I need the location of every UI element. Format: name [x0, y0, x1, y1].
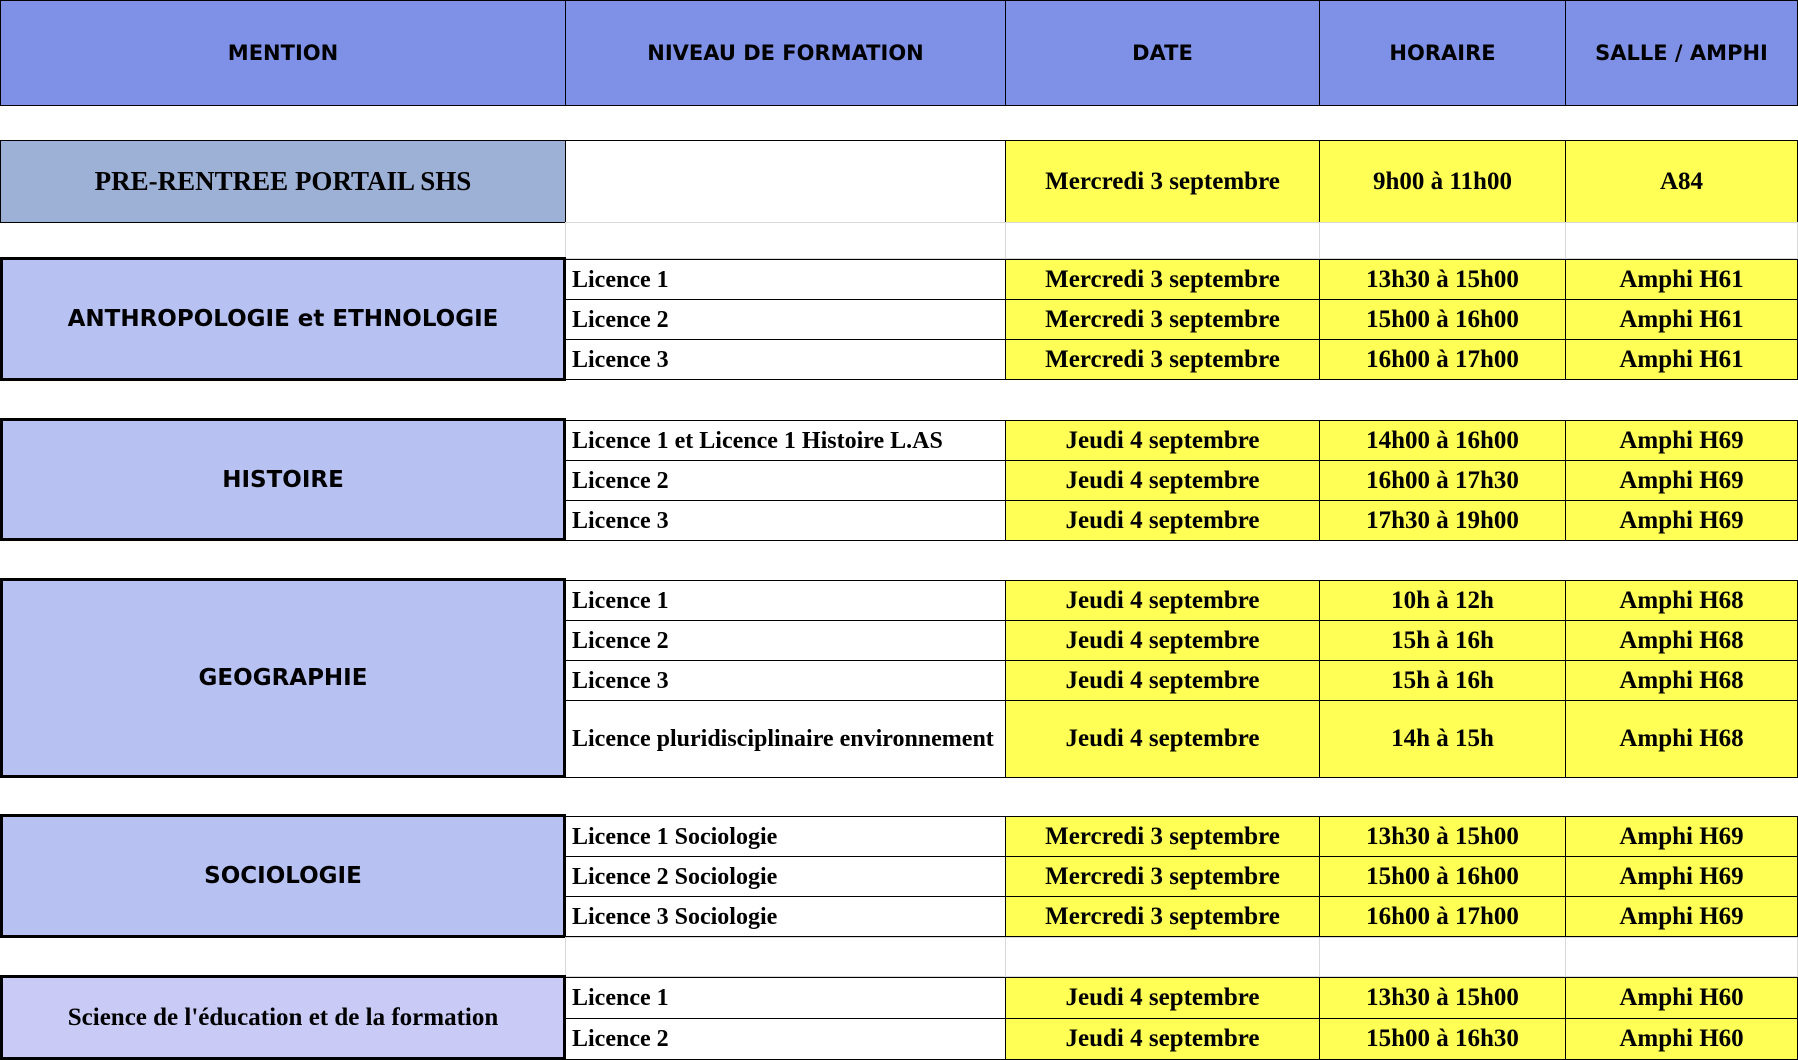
horaire-cell: 16h00 à 17h00	[1319, 339, 1566, 380]
niveau-cell: Licence 2	[565, 1018, 1006, 1060]
horaire-cell: 13h30 à 15h00	[1319, 816, 1566, 857]
gap-row	[1565, 222, 1798, 259]
gap-row	[1319, 222, 1566, 259]
gap-row	[565, 937, 1006, 977]
niveau-cell: Licence 1	[565, 259, 1006, 300]
salle-cell: Amphi H69	[1565, 500, 1798, 541]
niveau-cell: Licence 3	[565, 339, 1006, 380]
salle-portail: A84	[1565, 140, 1798, 223]
salle-cell: Amphi H69	[1565, 420, 1798, 461]
salle-cell: Amphi H69	[1565, 896, 1798, 937]
horaire-cell: 14h00 à 16h00	[1319, 420, 1566, 461]
mention-sciences-education: Science de l'éducation et de la formation	[0, 975, 566, 1060]
niveau-cell: Licence 3	[565, 660, 1006, 701]
mention-sociologie: SOCIOLOGIE	[0, 814, 566, 938]
horaire-cell: 14h à 15h	[1319, 700, 1566, 778]
niveau-cell: Licence 1 et Licence 1 Histoire L.AS	[565, 420, 1006, 461]
header-date: DATE	[1005, 0, 1320, 106]
horaire-cell: 17h30 à 19h00	[1319, 500, 1566, 541]
date-cell: Jeudi 4 septembre	[1005, 500, 1320, 541]
mention-portail: PRE-RENTREE PORTAIL SHS	[0, 140, 566, 223]
niveau-cell: Licence pluridisciplinaire environnement	[565, 700, 1006, 778]
date-cell: Mercredi 3 septembre	[1005, 339, 1320, 380]
header-horaire: HORAIRE	[1319, 0, 1566, 106]
horaire-cell: 10h à 12h	[1319, 580, 1566, 621]
horaire-cell: 15h00 à 16h00	[1319, 856, 1566, 897]
horaire-cell: 15h à 16h	[1319, 660, 1566, 701]
niveau-portail	[565, 140, 1006, 223]
header-mention: MENTION	[0, 0, 566, 106]
gap-row	[1005, 222, 1320, 259]
salle-cell: Amphi H61	[1565, 339, 1798, 380]
salle-cell: Amphi H68	[1565, 620, 1798, 661]
salle-cell: Amphi H68	[1565, 580, 1798, 621]
date-cell: Jeudi 4 septembre	[1005, 420, 1320, 461]
salle-cell: Amphi H69	[1565, 460, 1798, 501]
date-cell: Mercredi 3 septembre	[1005, 856, 1320, 897]
date-cell: Mercredi 3 septembre	[1005, 816, 1320, 857]
gap-row	[1005, 937, 1320, 977]
horaire-portail: 9h00 à 11h00	[1319, 140, 1566, 223]
salle-cell: Amphi H61	[1565, 259, 1798, 300]
gap-row	[565, 222, 1006, 259]
niveau-cell: Licence 1 Sociologie	[565, 816, 1006, 857]
salle-cell: Amphi H68	[1565, 660, 1798, 701]
date-cell: Jeudi 4 septembre	[1005, 620, 1320, 661]
date-cell: Mercredi 3 septembre	[1005, 259, 1320, 300]
mention-histoire: HISTOIRE	[0, 418, 566, 541]
salle-cell: Amphi H69	[1565, 816, 1798, 857]
date-cell: Jeudi 4 septembre	[1005, 580, 1320, 621]
niveau-cell: Licence 3 Sociologie	[565, 896, 1006, 937]
mention-anthropologie: ANTHROPOLOGIE et ETHNOLOGIE	[0, 257, 566, 381]
niveau-cell: Licence 2 Sociologie	[565, 856, 1006, 897]
horaire-cell: 15h00 à 16h00	[1319, 299, 1566, 340]
niveau-cell: Licence 1	[565, 977, 1006, 1019]
salle-cell: Amphi H68	[1565, 700, 1798, 778]
niveau-cell: Licence 2	[565, 460, 1006, 501]
date-cell: Jeudi 4 septembre	[1005, 460, 1320, 501]
horaire-cell: 13h30 à 15h00	[1319, 977, 1566, 1019]
date-cell: Jeudi 4 septembre	[1005, 977, 1320, 1019]
horaire-cell: 16h00 à 17h30	[1319, 460, 1566, 501]
horaire-cell: 13h30 à 15h00	[1319, 259, 1566, 300]
niveau-cell: Licence 2	[565, 620, 1006, 661]
salle-cell: Amphi H61	[1565, 299, 1798, 340]
date-cell: Mercredi 3 septembre	[1005, 299, 1320, 340]
header-niveau: NIVEAU DE FORMATION	[565, 0, 1006, 106]
horaire-cell: 15h00 à 16h30	[1319, 1018, 1566, 1060]
date-cell: Mercredi 3 septembre	[1005, 896, 1320, 937]
date-portail: Mercredi 3 septembre	[1005, 140, 1320, 223]
salle-cell: Amphi H60	[1565, 977, 1798, 1019]
date-cell: Jeudi 4 septembre	[1005, 1018, 1320, 1060]
niveau-cell: Licence 3	[565, 500, 1006, 541]
niveau-cell: Licence 1	[565, 580, 1006, 621]
gap-row	[1565, 937, 1798, 977]
header-salle: SALLE / AMPHI	[1565, 0, 1798, 106]
salle-cell: Amphi H69	[1565, 856, 1798, 897]
horaire-cell: 15h à 16h	[1319, 620, 1566, 661]
gap-row	[1319, 937, 1566, 977]
niveau-cell: Licence 2	[565, 299, 1006, 340]
salle-cell: Amphi H60	[1565, 1018, 1798, 1060]
date-cell: Jeudi 4 septembre	[1005, 700, 1320, 778]
mention-geographie: GEOGRAPHIE	[0, 578, 566, 778]
date-cell: Jeudi 4 septembre	[1005, 660, 1320, 701]
horaire-cell: 16h00 à 17h00	[1319, 896, 1566, 937]
